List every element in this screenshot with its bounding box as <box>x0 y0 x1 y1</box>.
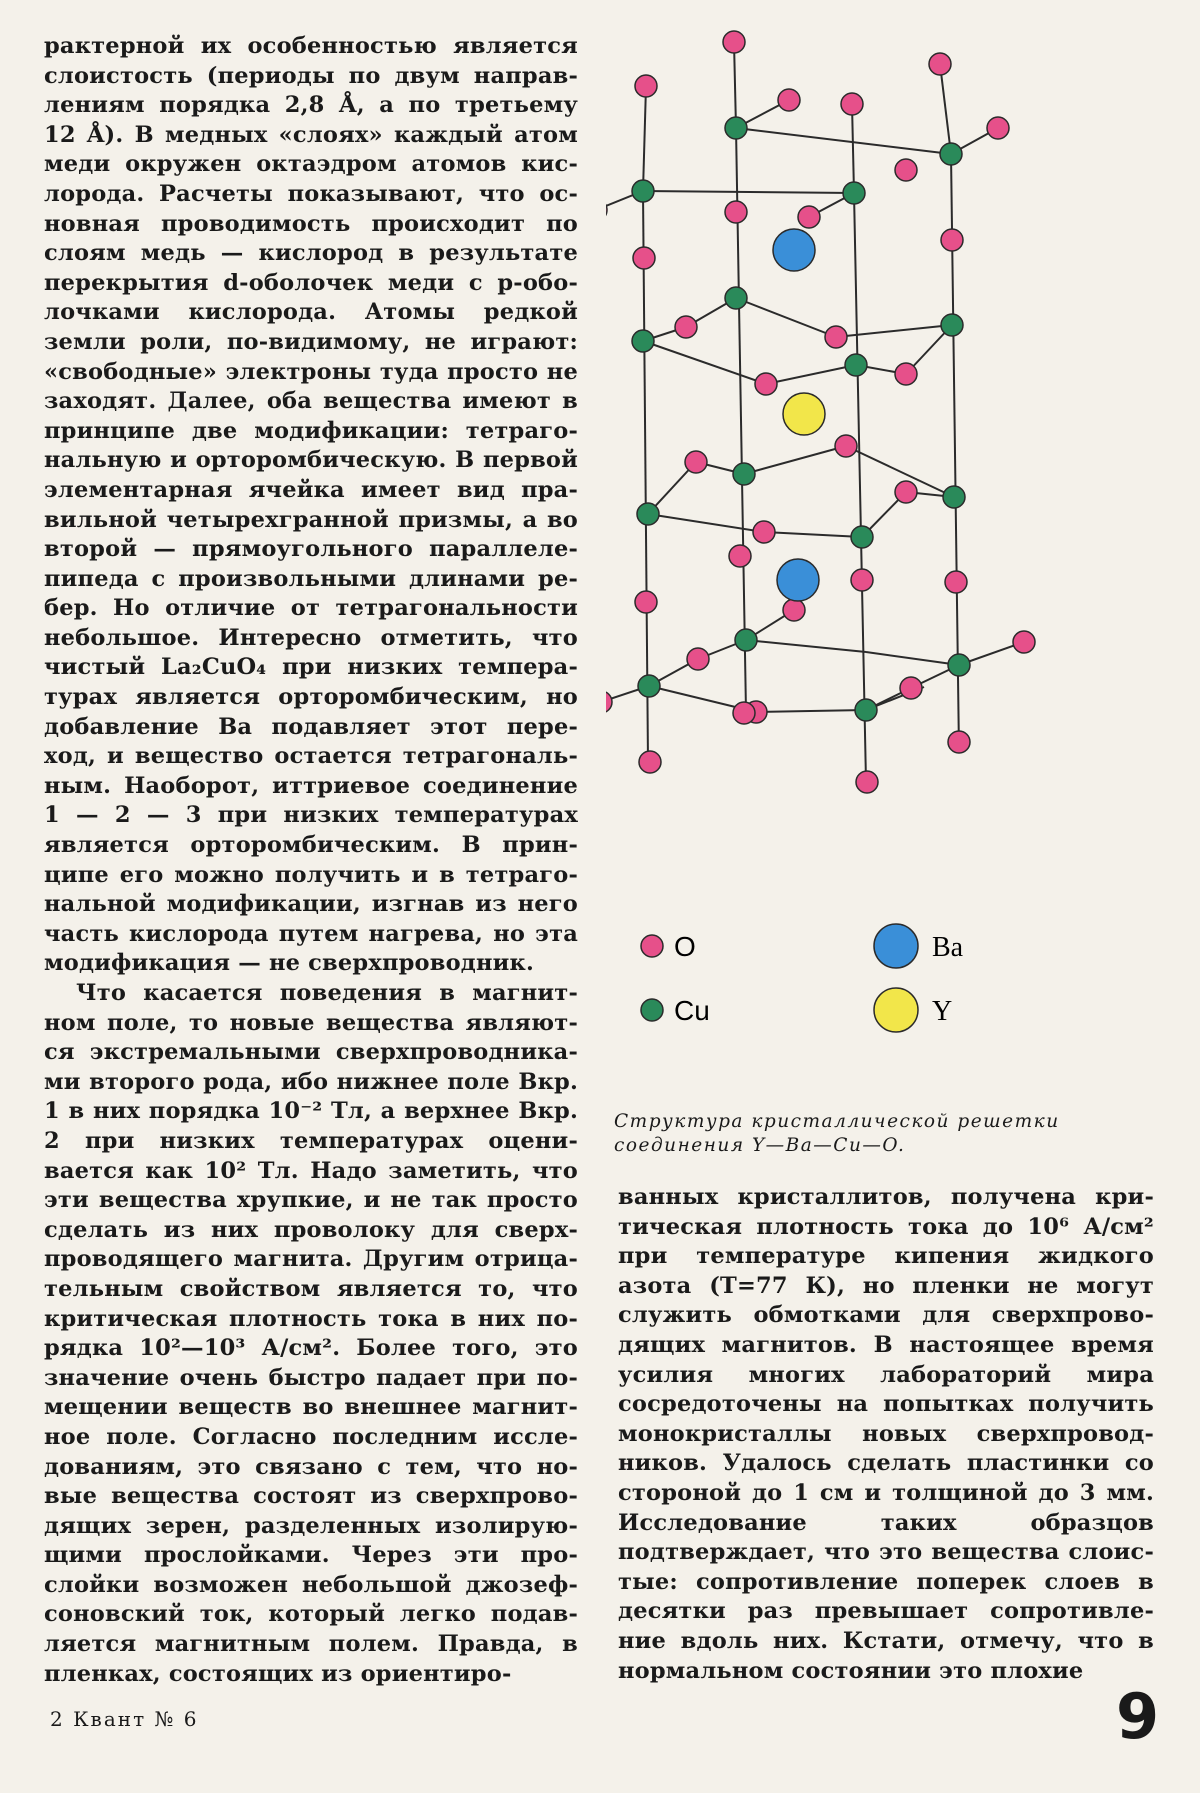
text-line: сосредоточены на попытках получить <box>618 1391 1154 1418</box>
text-line: служить обмотками для сверхпрово- <box>618 1302 1154 1329</box>
lattice-bond <box>736 128 951 154</box>
text-line: вые вещества состоят из сверхпрово- <box>44 1483 578 1510</box>
oxygen-atom <box>635 75 657 97</box>
text-line: ном поле, то новые вещества являют- <box>44 1009 578 1036</box>
oxygen-atom <box>851 569 873 591</box>
oxygen-atom <box>606 691 612 713</box>
text-line: земли роли, по-видимому, не играют: <box>44 328 578 355</box>
legend-cu-marker <box>641 999 663 1021</box>
copper-atom <box>632 330 654 352</box>
text-line: проводящего магнита. Другим отрица- <box>44 1246 578 1273</box>
text-line: значение очень быстро падает при по- <box>44 1364 578 1391</box>
barium-atom <box>777 559 819 601</box>
text-line: подтверждает, что это вещества слоис- <box>618 1539 1154 1566</box>
text-line: Bкр. 2 при низких температурах оцени- <box>44 1098 578 1154</box>
figure-caption: Структура кристаллической решетки соединения Y—Ba—Cu—O. <box>614 1111 1060 1156</box>
legend-y-marker <box>874 988 918 1032</box>
text-line: заходят. Далее, оба вещества имеют в <box>44 388 578 415</box>
text-line: монокристаллы новых сверхпровод- <box>618 1420 1154 1447</box>
oxygen-atom <box>841 93 863 115</box>
paragraph-continuation <box>618 1183 1154 1686</box>
text-line: слоям медь — кислород в результате <box>44 240 578 267</box>
text-line: тые: сопротивление поперек слоев <box>618 1568 1121 1595</box>
oxygen-atom <box>635 591 657 613</box>
text-line: ципе его можно получить и в тетраго- <box>44 861 578 888</box>
copper-atom <box>855 699 877 721</box>
text-line: мещении веществ во внешнее магнит- <box>44 1394 578 1421</box>
text-line: в пленках, состоящих из ориентиро- <box>44 1631 578 1687</box>
lattice-bond <box>766 365 856 384</box>
legend-cu-label: Cu <box>674 995 710 1026</box>
text-line: является орторомбическим. В прин- <box>44 832 578 859</box>
text-line: модификация — не сверхпроводник. <box>44 950 535 977</box>
legend-o-label: O <box>674 931 696 962</box>
legend-ba-marker <box>874 924 918 968</box>
oxygen-atom <box>987 117 1009 139</box>
crystal-lattice-diagram <box>606 20 1186 1060</box>
oxygen-atom <box>895 481 917 503</box>
text-line: слойки возможен небольшой джозеф- <box>44 1571 578 1598</box>
text-line: Bкр. 1 в них порядка 10⁻² Тл, а верхнее <box>44 1068 578 1125</box>
text-line: принципе две модификации: тетраго- <box>44 417 578 444</box>
copper-atom <box>632 180 654 202</box>
text-line: вильной четырехгранной призмы, а во <box>44 506 578 533</box>
text-line: ляется магнитным полем. Правда, <box>44 1631 544 1658</box>
text-line: рядка 10²—10³ А/см². Более того, это <box>44 1335 578 1362</box>
text-line: пипеда с произвольными длинами ре- <box>44 565 578 592</box>
journal-issue-label: 2 Квант № 6 <box>50 1707 199 1731</box>
oxygen-atom <box>725 201 747 223</box>
oxygen-atom <box>900 677 922 699</box>
atom-legend <box>641 924 964 1032</box>
oxygen-atom <box>633 247 655 269</box>
copper-atom <box>943 486 965 508</box>
text-line: лениям порядка 2,8 Å, а по третьему <box>44 92 578 119</box>
text-line: щими прослойками. Через эти про- <box>44 1542 578 1569</box>
text-line: ся экстремальными сверхпроводника- <box>44 1039 578 1066</box>
text-line: ное поле. Согласно последним иссле- <box>44 1423 578 1450</box>
oxygen-atom <box>639 751 661 773</box>
copper-atom <box>735 629 757 651</box>
text-line: нальную и орторомбическую. В первой <box>44 447 578 474</box>
text-line: ников. Удалось сделать пластинки со <box>618 1450 1154 1477</box>
copper-atom <box>941 314 963 336</box>
text-line: второй — прямоугольного параллеле- <box>44 536 578 563</box>
lattice-bond <box>854 193 866 782</box>
copper-atom <box>638 675 660 697</box>
text-line: дящих магнитов. В настоящее время <box>618 1331 1154 1358</box>
text-line: усилия многих лабораторий мира <box>618 1361 1154 1388</box>
lattice-bond <box>648 514 764 532</box>
oxygen-atom <box>755 373 777 395</box>
text-line: 3 мм. Исследование таких образцов <box>618 1479 1154 1536</box>
text-line: критическая плотность тока в них по- <box>44 1305 578 1332</box>
text-line: вается как 10² Тл. Надо заметить, что <box>44 1157 578 1184</box>
oxygen-atom <box>685 451 707 473</box>
oxygen-atom <box>895 363 917 385</box>
lattice-bond <box>836 325 952 337</box>
text-line: турах является орторомбическим, но <box>44 684 578 711</box>
page-number: 9 <box>1116 1680 1160 1753</box>
copper-atom <box>733 463 755 485</box>
text-line: 12 Å). В медных «слоях» каждый атом <box>44 121 578 148</box>
oxygen-atom <box>675 316 697 338</box>
oxygen-atom <box>825 326 847 348</box>
text-line: Что касается поведения в магнит- <box>76 980 578 1006</box>
lattice-atoms <box>606 31 1035 793</box>
text-line: чистый La₂CuO₄ при низких темпера- <box>44 654 578 681</box>
text-line: дящих зерен, разделенных изолирую- <box>44 1512 578 1539</box>
text-line: новная проводимость происходит по <box>44 210 578 237</box>
copper-atom <box>948 654 970 676</box>
text-line: эти вещества хрупкие, и не так просто <box>44 1187 578 1214</box>
oxygen-atom <box>729 545 751 567</box>
text-line: ход, и вещество остается тетрагональ- <box>44 743 578 770</box>
text-line: в десятки раз превышает сопротивле- <box>618 1568 1154 1625</box>
copper-atom <box>845 354 867 376</box>
copper-atom <box>725 287 747 309</box>
oxygen-atom <box>1013 631 1035 653</box>
text-line: лочками кислорода. Атомы редкой <box>44 299 578 326</box>
text-line: добавление Ba подавляет этот пере- <box>44 713 578 740</box>
oxygen-atom <box>941 229 963 251</box>
text-line: ванных кристаллитов, получена кри- <box>618 1184 1154 1210</box>
text-line: дованиям, это связано с тем, что но- <box>44 1453 578 1480</box>
text-line: соновский ток, который легко подав- <box>44 1601 578 1628</box>
oxygen-atom <box>929 53 951 75</box>
oxygen-atom <box>778 89 800 111</box>
lattice-bond <box>734 42 736 128</box>
lattice-bond <box>736 298 836 337</box>
text-line: слоистость (периоды по двум направ- <box>44 62 578 89</box>
text-line: в нормальном состоянии это плохие <box>618 1627 1154 1684</box>
oxygen-atom <box>835 435 857 457</box>
text-line: «свободные» электроны туда просто не <box>44 358 578 385</box>
oxygen-atom <box>856 771 878 793</box>
text-line: элементарная ячейка имеет вид пра- <box>44 476 578 503</box>
text-line: перекрытия d-оболочек меди с p-обо- <box>44 269 578 296</box>
text-line: бер. Но отличие от тетрагональности <box>44 595 578 622</box>
text-line: сделать из них проволоку для сверх- <box>44 1216 578 1243</box>
paragraph-magnetic-field <box>44 979 578 1689</box>
text-line: рактерной их особенностью является <box>44 33 578 59</box>
legend-o-marker <box>641 935 663 957</box>
text-line: меди окружен октаэдром атомов кис- <box>44 151 578 178</box>
text-line: при температуре кипения жидкого <box>618 1243 1154 1270</box>
left-text-column <box>44 32 578 1689</box>
copper-atom <box>851 526 873 548</box>
lattice-bond <box>940 64 951 154</box>
oxygen-atom <box>687 648 709 670</box>
lattice-bond <box>756 710 866 712</box>
text-line: стороной до 1 см и толщиной до <box>618 1479 1069 1506</box>
text-line: ми второго рода, ибо нижнее поле <box>44 1068 510 1095</box>
oxygen-atom <box>733 702 755 724</box>
text-line: 1 — 2 — 3 при низких температурах <box>44 802 578 829</box>
oxygen-atom <box>723 31 745 53</box>
text-line: ным. Наоборот, иттриевое соединение <box>44 772 578 799</box>
copper-atom <box>637 503 659 525</box>
text-line: тическая плотность тока до 10⁶ А/см² <box>618 1213 1154 1240</box>
copper-atom <box>725 117 747 139</box>
paragraph-layered-structure <box>44 32 578 979</box>
lattice-bond <box>643 86 646 191</box>
oxygen-atom <box>945 571 967 593</box>
barium-atom <box>773 229 815 271</box>
oxygen-atom <box>895 159 917 181</box>
lattice-bond <box>643 191 854 193</box>
text-line: нальной модификации, изгнав из него <box>44 891 578 918</box>
lattice-bond <box>643 341 766 384</box>
oxygen-atom <box>948 731 970 753</box>
oxygen-atom <box>753 521 775 543</box>
oxygen-atom <box>606 199 607 221</box>
lattice-bond <box>866 652 959 665</box>
lattice-bond <box>746 640 866 652</box>
text-line: небольшое. Интересно отметить, что <box>44 624 578 651</box>
oxygen-atom <box>798 206 820 228</box>
text-line: ние вдоль них. Кстати, отмечу, что <box>618 1627 1124 1654</box>
lattice-bond <box>764 532 862 537</box>
legend-y-label: Y <box>932 996 953 1027</box>
lattice-bond <box>852 104 854 193</box>
lattice-bond <box>744 446 846 474</box>
text-line: тельным свойством является то, что <box>44 1275 578 1302</box>
right-text-column <box>618 1183 1154 1686</box>
yttrium-atom <box>783 393 825 435</box>
text-line: часть кислорода путем нагрева, но эта <box>44 920 578 947</box>
text-line: азота (T=77 К), но пленки не могут <box>618 1272 1154 1299</box>
oxygen-atom <box>783 599 805 621</box>
copper-atom <box>843 182 865 204</box>
copper-atom <box>940 143 962 165</box>
text-line: лорода. Расчеты показывают, что ос- <box>44 180 578 207</box>
legend-ba-label: Ba <box>932 932 964 963</box>
